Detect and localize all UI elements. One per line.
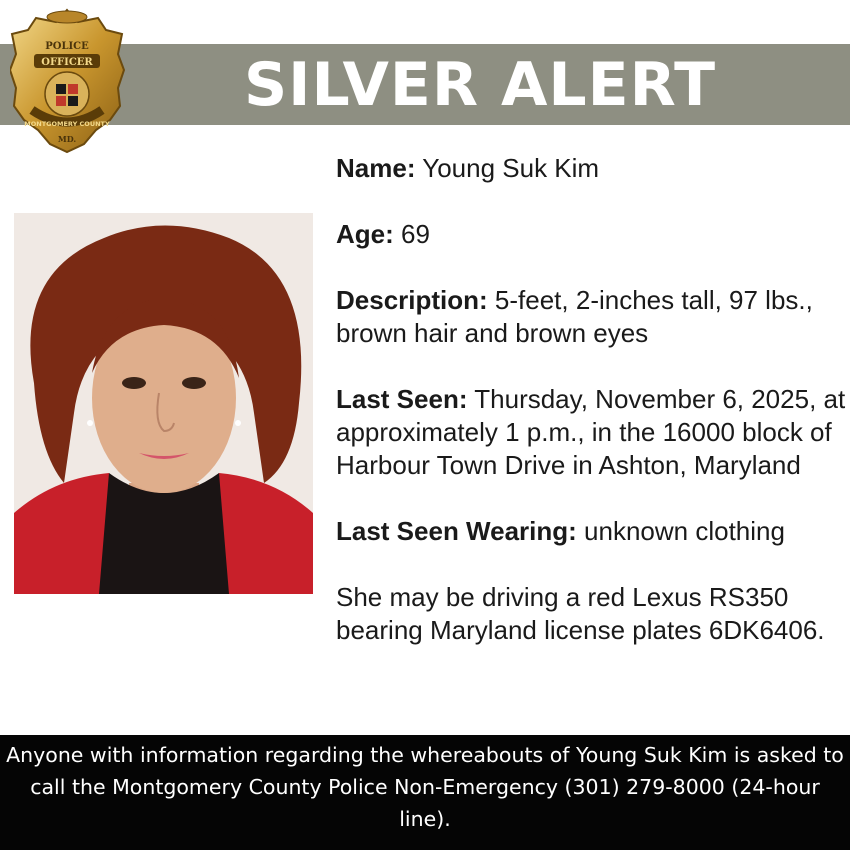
last-seen-value: Thursday, November 6, 2025, at approximately 1 p.m., in the 16000 block of Harbour Town Drive in Ashton, Maryland — [336, 384, 846, 480]
name-value: Young Suk Kim — [422, 153, 600, 183]
alert-title: SILVER ALERT — [243, 50, 717, 120]
description-line — [336, 284, 848, 350]
last-seen-label: Last Seen: — [336, 384, 468, 414]
subject-details — [336, 152, 848, 680]
contact-footer: Anyone with information regarding the whereabouts of Young Suk Kim is asked to call the Montgomery County Police Non-Emergency (301) 279-8000 (24-hour line). — [0, 735, 850, 850]
wearing-label: Last Seen Wearing: — [336, 516, 577, 546]
name-label: Name: — [336, 153, 416, 183]
age-value: 69 — [401, 219, 430, 249]
last-seen-line — [336, 383, 848, 482]
svg-text:MONTGOMERY COUNTY: MONTGOMERY COUNTY — [24, 120, 110, 128]
police-badge-logo — [10, 8, 125, 154]
description-value: 5-feet, 2-inches tall, 97 lbs., brown hair and brown eyes — [336, 285, 813, 348]
svg-text:POLICE: POLICE — [45, 41, 89, 52]
missing-person-photo — [14, 213, 313, 594]
wearing-line — [336, 515, 848, 548]
svg-text:MD.: MD. — [57, 134, 77, 144]
vehicle-line: She may be driving a red Lexus RS350 bearing Maryland license plates 6DK6406. — [336, 582, 825, 645]
svg-text:OFFICER: OFFICER — [41, 57, 93, 68]
age-label: Age: — [336, 219, 394, 249]
wearing-value: unknown clothing — [584, 516, 785, 546]
description-label: Description: — [336, 285, 488, 315]
age-line — [336, 218, 848, 251]
name-line — [336, 152, 848, 185]
